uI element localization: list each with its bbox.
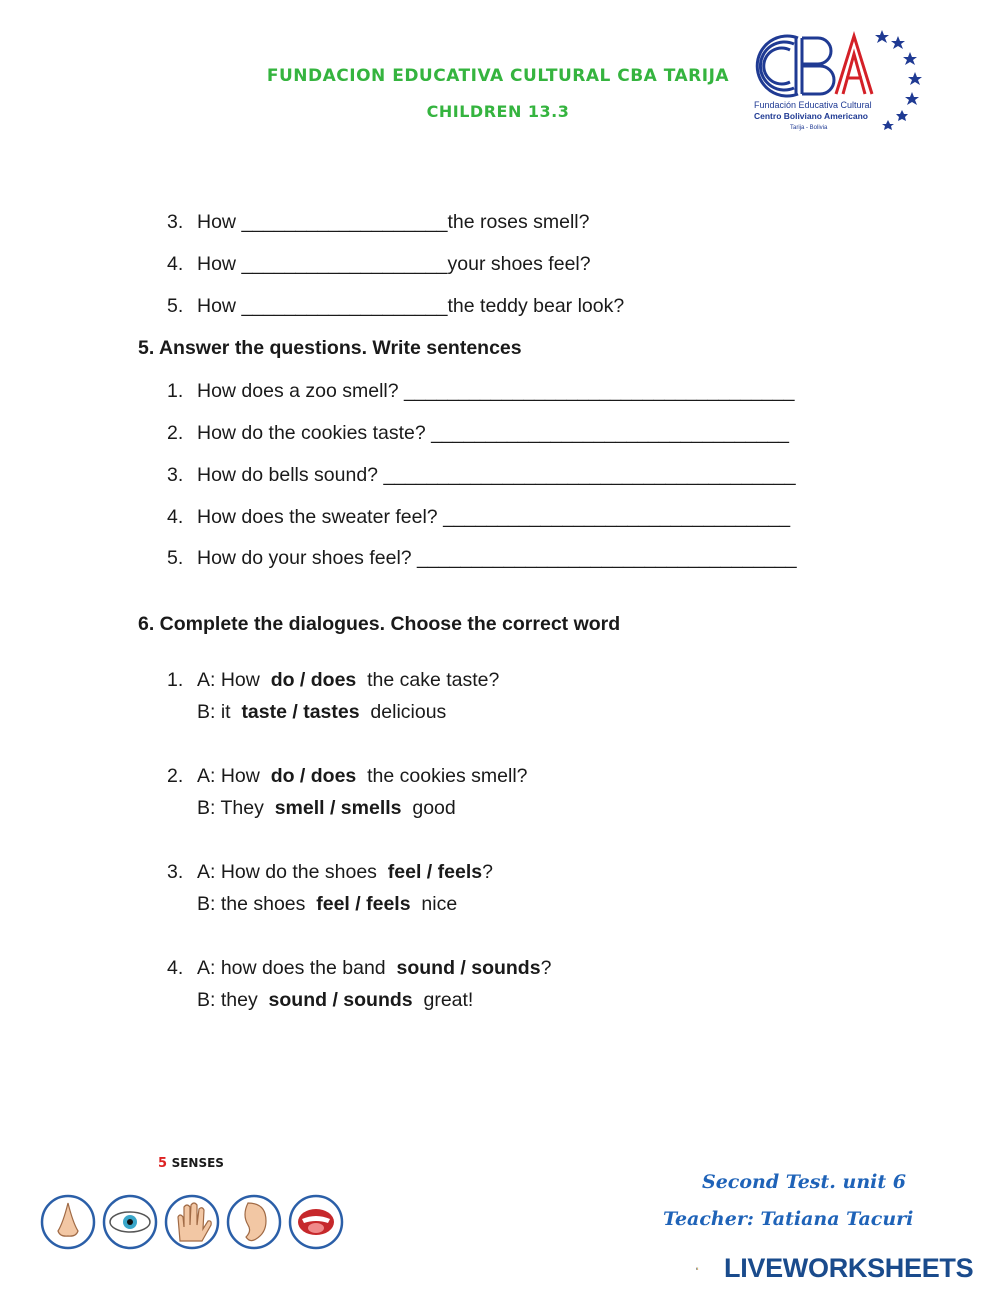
list-number: 4.: [167, 253, 184, 275]
logo-line2: Centro Boliviano Americano: [754, 111, 868, 121]
list-number: 5.: [167, 547, 184, 569]
school-name: FUNDACION EDUCATIVA CULTURAL CBA TARIJA: [266, 66, 730, 86]
list-number: 3.: [167, 211, 184, 233]
answer-blank[interactable]: _________________________________: [431, 422, 790, 444]
answer-blank[interactable]: ___________________: [241, 253, 448, 275]
word-choice[interactable]: taste / tastes: [241, 701, 360, 723]
list-item: How ___________________your shoes feel?: [197, 253, 591, 275]
dialogue-line-b: B: the shoes feel / feels nice: [197, 893, 458, 915]
word-choice[interactable]: feel / feels: [387, 861, 483, 883]
list-number: 1.: [167, 669, 184, 691]
cba-logo: [750, 24, 930, 136]
section-5-title: 5. Answer the questions. Write sentences: [138, 337, 522, 359]
list-number: 4.: [167, 957, 184, 979]
list-item: How do the cookies taste? _________________________________: [197, 422, 790, 444]
list-number: 2.: [167, 765, 184, 787]
list-number: 1.: [167, 380, 184, 402]
list-number: 3.: [167, 861, 184, 883]
list-number: 5.: [167, 295, 184, 317]
liveworksheets-logo-icon: [696, 1252, 722, 1286]
word-choice[interactable]: feel / feels: [316, 893, 411, 915]
dialogue-line-b: B: They smell / smells good: [197, 797, 456, 819]
word-choice[interactable]: do / does: [270, 669, 357, 691]
logo-line1: Fundación Educativa Cultural: [754, 100, 872, 110]
dialogue-line-b: B: it taste / tastes delicious: [197, 701, 447, 723]
dialogue-line-a: A: How do / does the cake taste?: [197, 669, 500, 691]
dialogue-line-b: B: they sound / sounds great!: [197, 989, 474, 1011]
class-name: CHILDREN 13.3: [426, 102, 570, 121]
answer-blank[interactable]: ___________________: [241, 295, 448, 317]
brand-name: LIVEWORKSHEETS: [724, 1253, 974, 1283]
list-item: How ___________________the roses smell?: [197, 211, 590, 233]
list-item: How does a zoo smell? ____________________________________: [197, 380, 795, 402]
answer-blank[interactable]: ___________________: [241, 211, 448, 233]
answer-blank[interactable]: ________________________________: [443, 506, 791, 528]
answer-blank[interactable]: ___________________________________: [417, 547, 797, 569]
senses-title: 5 SENSES: [158, 1156, 224, 1171]
list-item: How do bells sound? ______________________________________: [197, 464, 796, 486]
list-item: How do your shoes feel? ___________________________________: [197, 547, 797, 569]
test-label: Second Test. unit 6: [702, 1171, 906, 1193]
word-choice[interactable]: do / does: [270, 765, 357, 787]
dialogue-line-a: A: How do / does the cookies smell?: [197, 765, 528, 787]
word-choice[interactable]: smell / smells: [274, 797, 402, 819]
dialogue-line-a: A: how does the band sound / sounds?: [197, 957, 552, 979]
section-6-title: 6. Complete the dialogues. Choose the correct word: [138, 613, 621, 635]
list-item: How ___________________the teddy bear look?: [197, 295, 625, 317]
list-item: How does the sweater feel? ________________________________: [197, 506, 791, 528]
list-number: 2.: [167, 422, 184, 444]
list-number: 3.: [167, 464, 184, 486]
word-choice[interactable]: sound / sounds: [396, 957, 541, 979]
dialogue-line-a: A: How do the shoes feel / feels?: [197, 861, 493, 883]
senses-strip: [40, 1193, 350, 1251]
teacher-label: Teacher: Tatiana Tacuri: [663, 1208, 914, 1230]
answer-blank[interactable]: ____________________________________: [404, 380, 795, 402]
logo-line3: Tarija - Bolivia: [790, 125, 828, 131]
word-choice[interactable]: sound / sounds: [268, 989, 413, 1011]
list-number: 4.: [167, 506, 184, 528]
answer-blank[interactable]: ______________________________________: [383, 464, 796, 486]
